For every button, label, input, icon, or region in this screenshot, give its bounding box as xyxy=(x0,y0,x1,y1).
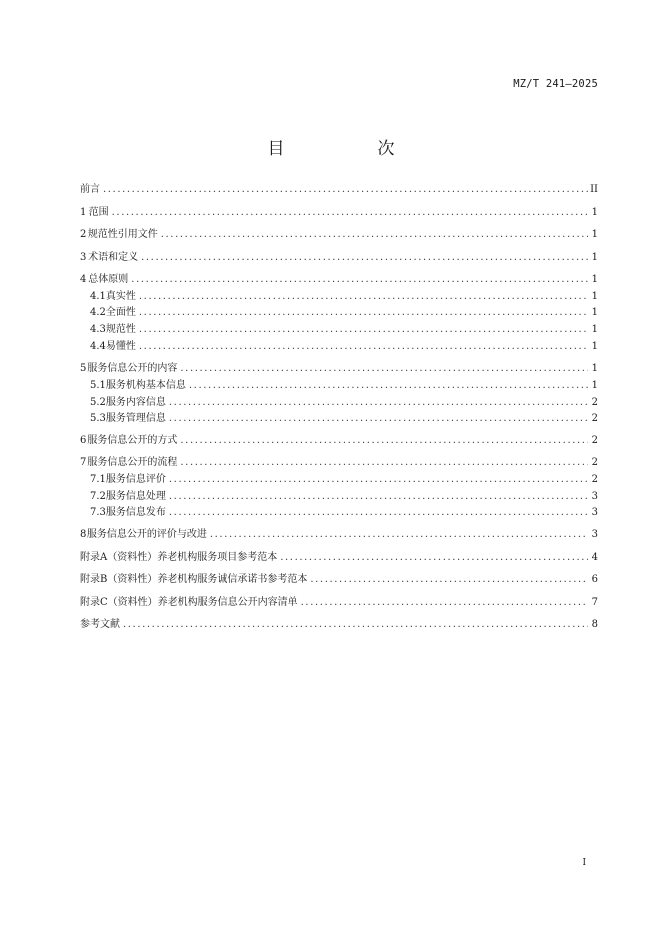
toc-entry-number: 7.2 xyxy=(90,491,106,502)
toc-entry-number: 7.1 xyxy=(90,474,106,485)
toc-entry-number: 5.1 xyxy=(90,380,106,391)
toc-leader-dots xyxy=(139,323,588,337)
toc-leader-dots xyxy=(141,251,588,265)
toc-page-number: 6 xyxy=(591,574,598,585)
toc-page-number: 1 xyxy=(591,274,598,285)
toc-entry-number: 附录B（资料性） xyxy=(80,574,158,585)
toc-leader-dots xyxy=(131,273,588,287)
toc-entry-number: 7.3 xyxy=(90,507,106,518)
toc-page-number: II xyxy=(590,184,598,195)
toc-leader-dots xyxy=(180,434,588,448)
toc-entry-number: 7 xyxy=(80,457,87,468)
toc-entry-title: 服务信息公开的评价与改进 xyxy=(86,529,207,540)
toc-entry-4-3[interactable] xyxy=(90,323,598,337)
toc-entry-title: 养老机构服务信息公开内容清单 xyxy=(157,597,298,608)
toc-entry-title: 服务信息公开的内容 xyxy=(87,363,178,374)
toc-entry-title: 规范性 xyxy=(105,324,136,335)
toc-leader-dots xyxy=(310,573,588,587)
toc-leader-dots xyxy=(169,396,588,410)
toc-page-number: 1 xyxy=(591,324,598,335)
toc-leader-dots xyxy=(169,473,588,487)
toc-page-number: 8 xyxy=(591,619,598,630)
toc-entry-number: 5 xyxy=(80,363,87,374)
toc-entry-5-1[interactable] xyxy=(90,379,598,393)
toc-entry-title: 养老机构服务项目参考范本 xyxy=(157,552,278,563)
toc-entry-4-2[interactable] xyxy=(90,306,598,320)
toc-entry-title: 易懂性 xyxy=(105,341,136,352)
toc-entry-title: 参考文献 xyxy=(80,619,120,630)
toc-entry-4[interactable] xyxy=(80,273,598,287)
toc-page-number: 1 xyxy=(591,363,598,374)
toc-leader-dots xyxy=(280,551,588,565)
toc-entry-title: 服务管理信息 xyxy=(105,413,166,424)
toc-entry-7-3[interactable] xyxy=(90,506,598,520)
toc-entry-3[interactable] xyxy=(80,251,598,265)
toc-entry-number: 2 xyxy=(80,229,87,240)
toc-entry-title: 服务机构基本信息 xyxy=(105,380,186,391)
toc-entry-title: 养老机构服务诚信承诺书参考范本 xyxy=(157,574,308,585)
toc-page-number: 1 xyxy=(591,291,598,302)
toc-page-number: 1 xyxy=(591,252,598,263)
toc-entry-title: 服务内容信息 xyxy=(105,397,166,408)
toc-entry-foreword[interactable] xyxy=(80,183,598,197)
toc-leader-dots xyxy=(161,228,588,242)
toc-entry-appendix-c[interactable] xyxy=(80,596,598,610)
toc-entry-title: 全面性 xyxy=(105,307,136,318)
toc-page-number: 2 xyxy=(591,397,598,408)
toc-entry-title: 总体原则 xyxy=(88,274,129,285)
toc-page-number: 2 xyxy=(591,474,598,485)
toc-leader-dots xyxy=(112,206,588,220)
toc-leader-dots xyxy=(189,379,588,393)
toc-leader-dots xyxy=(139,306,588,320)
toc-entry-number: 4.3 xyxy=(90,324,106,335)
toc-page-number: 2 xyxy=(591,435,598,446)
toc-entry-title: 服务信息发布 xyxy=(105,507,166,518)
toc-page-number: 4 xyxy=(591,552,598,563)
toc-entry-1[interactable] xyxy=(80,206,598,220)
standard-code: MZ/T 241—2025 xyxy=(513,78,598,90)
toc-leader-dots xyxy=(103,183,588,197)
page-number: I xyxy=(582,858,586,868)
toc-entry-title: 前言 xyxy=(80,184,100,195)
toc-entry-appendix-b[interactable] xyxy=(80,573,598,587)
toc-entry-title: 服务信息处理 xyxy=(105,491,166,502)
toc-entry-5-2[interactable] xyxy=(90,396,598,410)
toc-entry-title: 规范性引用文件 xyxy=(87,229,158,240)
toc-leader-dots xyxy=(301,596,588,610)
toc-leader-dots xyxy=(169,506,588,520)
toc-entry-number: 4.4 xyxy=(90,341,106,352)
toc-entry-2[interactable] xyxy=(80,228,598,242)
toc-leader-dots xyxy=(180,456,588,470)
toc-entry-number: 5.3 xyxy=(90,413,106,424)
toc-entry-title: 服务信息评价 xyxy=(105,474,166,485)
toc-page-number: 3 xyxy=(591,507,598,518)
toc-entry-4-1[interactable] xyxy=(90,290,598,304)
toc-entry-5-3[interactable] xyxy=(90,412,598,426)
toc-leader-dots xyxy=(139,290,588,304)
toc-entry-title: 真实性 xyxy=(105,291,136,302)
toc-entry-number: 附录A（资料性） xyxy=(80,552,158,563)
toc-entry-7-1[interactable] xyxy=(90,473,598,487)
toc-entry-number: 5.2 xyxy=(90,397,106,408)
toc-leader-dots xyxy=(210,528,588,542)
toc-leader-dots xyxy=(180,362,588,376)
toc-entry-7-2[interactable] xyxy=(90,490,598,504)
toc-leader-dots xyxy=(123,618,588,632)
toc-entry-title: 术语和定义 xyxy=(88,252,139,263)
toc-entry-number: 1 xyxy=(80,207,87,218)
toc-entry-8[interactable] xyxy=(80,528,598,542)
toc-entry-references[interactable] xyxy=(80,618,598,632)
toc-entry-title: 范围 xyxy=(88,207,109,218)
toc-page-number: 3 xyxy=(591,529,598,540)
toc-page-number: 3 xyxy=(591,491,598,502)
toc-title: 目 次 xyxy=(267,139,433,159)
toc-page-number: 1 xyxy=(591,307,598,318)
toc-entry-title: 服务信息公开的方式 xyxy=(87,435,178,446)
toc-entry-6[interactable] xyxy=(80,434,598,448)
toc-entry-number: 6 xyxy=(80,435,87,446)
toc-entry-title: 服务信息公开的流程 xyxy=(87,457,178,468)
toc-page-number: 1 xyxy=(591,229,598,240)
toc-entry-5[interactable] xyxy=(80,362,598,376)
toc-entry-4-4[interactable] xyxy=(90,340,598,354)
toc-entry-number: 4.1 xyxy=(90,291,106,302)
toc-page-number: 1 xyxy=(591,380,598,391)
toc-entry-7[interactable] xyxy=(80,456,598,470)
toc-leader-dots xyxy=(169,490,588,504)
toc-page-number: 7 xyxy=(591,597,598,608)
toc-entry-number: 8 xyxy=(80,529,87,540)
toc-entry-number: 3 xyxy=(80,252,87,263)
toc-entry-number: 附录C（资料性） xyxy=(80,597,158,608)
toc-page-number: 1 xyxy=(591,341,598,352)
toc-leader-dots xyxy=(169,412,588,426)
toc-page-number: 2 xyxy=(591,413,598,424)
toc-entry-number: 4 xyxy=(80,274,87,285)
toc-page-number: 1 xyxy=(591,207,598,218)
toc-page-number: 2 xyxy=(591,457,598,468)
toc-entry-number: 4.2 xyxy=(90,307,106,318)
toc-leader-dots xyxy=(139,340,588,354)
toc-entry-appendix-a[interactable] xyxy=(80,551,598,565)
